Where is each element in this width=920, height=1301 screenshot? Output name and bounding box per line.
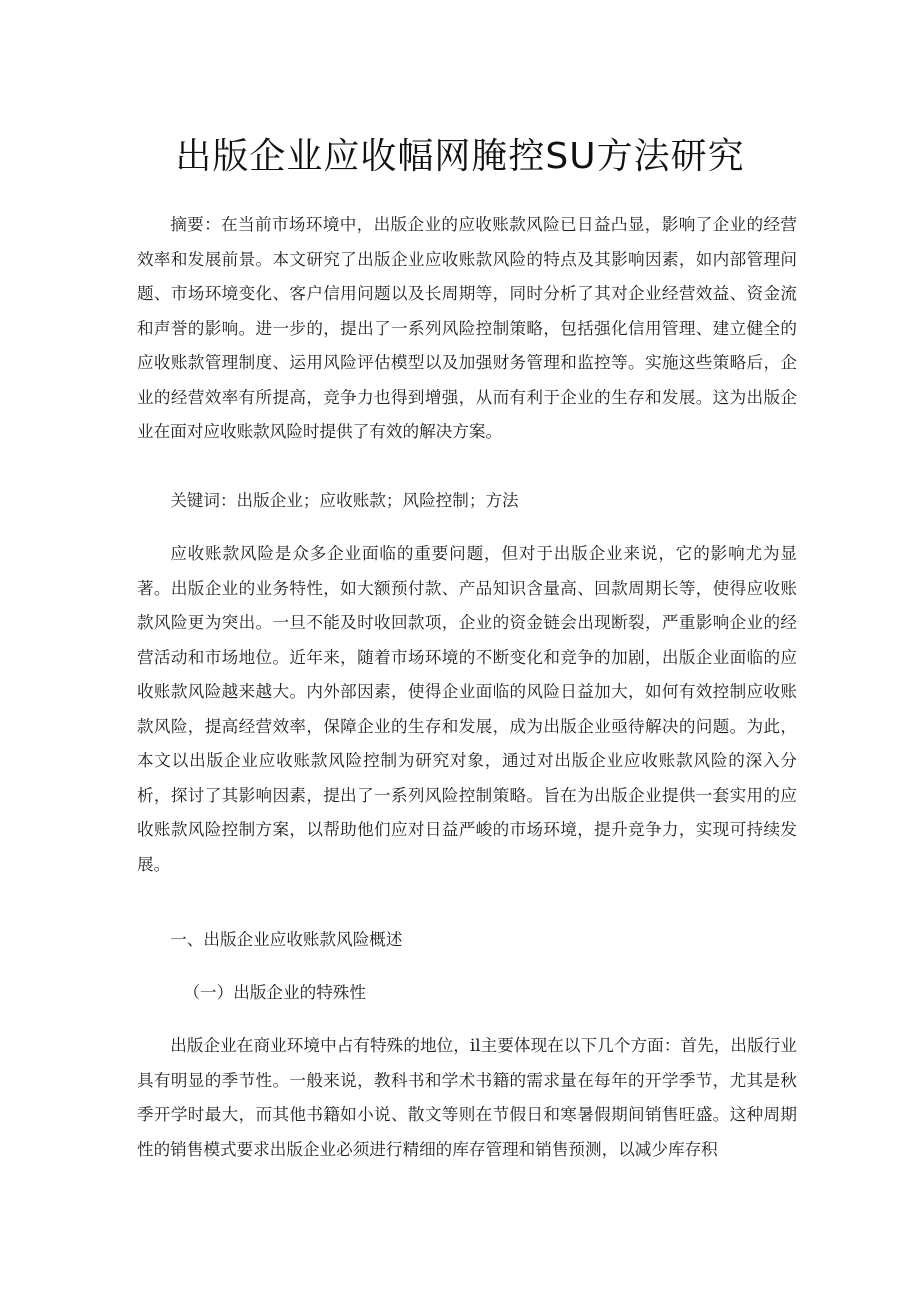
section-heading-1: 一、出版企业应收账款风险概述 xyxy=(170,930,403,949)
document-title: 出版企业应收幅网腌控SU方法研究 xyxy=(175,136,745,177)
abstract-paragraph: 摘要：在当前市场环境中，出版企业的应收账款风险已日益凸显，影响了企业的经营效率和发展前景。本文研究了出版企业应收账款风险的特点及其影响因素，如内部管理问题、市场环境变化、客户信用问题以及长周期等，同时分析了其对企业经营效益、资金流和声誉的影响。进一步的，提出了一系列风险控制策略，包括强化信用管理、建立健全的应收账款管理制度、运用风险评估模型以及加强财务管理和监控等。实施这些策略后，企业的经营效率有所提高，竞争力也得到增强，从而有利于企业的生存和发展。这为出版企业在面对应收账款风险时提供了有效的解决方案。 xyxy=(137,215,797,441)
subsection-heading-1: （一）出版企业的特殊性 xyxy=(183,983,366,1002)
intro-paragraph: 应收账款风险是众多企业面临的重要问题，但对于出版企业来说，它的影响尤为显著。出版企业的业务特性，如大额预付款、产品知识含量高、回款周期长等，使得应收账款风险更为突出。一旦不能及时收回款项，企业的资金链会出现断裂，严重影响企业的经营活动和市场地位。近年来，随着市场环境的不断变化和竞争的加剧，出版企业面临的应收账款风险越来越大。内外部因素，使得企业面临的风险日益加大，如何有效控制应收账款风险，提高经营效率，保障企业的生存和发展，成为出版企业亟待解决的问题。为此，本文以出版企业应收账款风险控制为研究对象，通过对出版企业应收账款风险的深入分析，探讨了其影响因素，提出了一系列风险控制策略。旨在为出版企业提供一套实用的应收账款风险控制方案，以帮助他们应对日益严峻的市场环境，提升竞争力，实现可持续发展。 xyxy=(137,544,797,874)
body-paragraph-1: 出版企业在商业环境中占有特殊的地位，il主要体现在以下几个方面：首先，出版行业具有明显的季节性。一般来说，教科书和学术书籍的需求量在每年的开学季节，尤其是秋季开学时最大，而其他书籍如小说、散文等则在节假日和寒暑假期间销售旺盛。这种周期性的销售模式要求出版企业必须进行精细的库存管理和销售预测，以减少库存积 xyxy=(137,1036,797,1159)
keywords-line: 关键词：出版企业；应收账款；风险控制；方法 xyxy=(170,491,519,510)
